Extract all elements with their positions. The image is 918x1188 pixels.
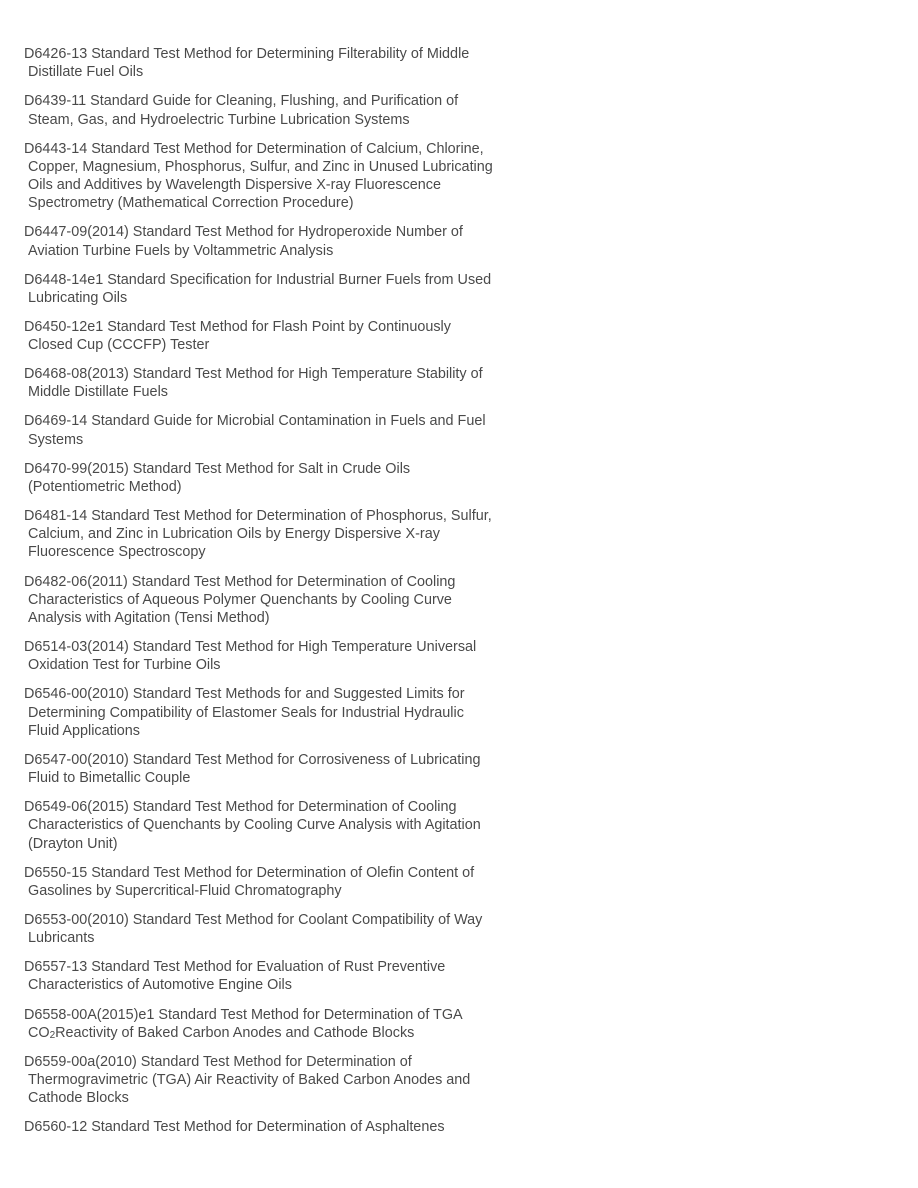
list-item — [24, 140, 514, 213]
entry-line: (Drayton Unit) — [28, 835, 118, 852]
co2-formula: CO — [28, 1024, 50, 1041]
entry-line: D6481-14 Standard Test Method for Determination of Phosphorus, Sulfur, — [24, 508, 492, 525]
entry-line: D6553-00(2010) Standard Test Method for Coolant Compatibility of Way — [24, 911, 483, 928]
entry-line: Closed Cup (CCCFP) Tester — [28, 337, 210, 354]
entry-line: D6559-00a(2010) Standard Test Method for Determination of — [24, 1053, 412, 1070]
entry-line: Characteristics of Quenchants by Cooling Curve Analysis with Agitation — [28, 817, 481, 834]
entry-line: D6557-13 Standard Test Method for Evaluation of Rust Preventive — [24, 959, 446, 976]
entry-line: Fluid to Bimetallic Couple — [28, 770, 191, 787]
entry-line: Fluid Applications — [28, 722, 140, 739]
entry-line: D6448-14e1 Standard Specification for Industrial Burner Fuels from Used — [24, 271, 492, 288]
entry-line: D6547-00(2010) Standard Test Method for Corrosiveness of Lubricating — [24, 751, 481, 768]
entry-line: D6439-11 Standard Guide for Cleaning, Flushing, and Purification of — [24, 93, 459, 110]
standards-list — [24, 45, 514, 1147]
entry-line: D6468-08(2013) Standard Test Method for High Temperature Stability of — [24, 366, 483, 383]
list-item — [24, 507, 514, 562]
list-item — [24, 864, 514, 900]
entry-line: Oxidation Test for Turbine Oils — [28, 657, 221, 674]
entry-line: D6470-99(2015) Standard Test Method for Salt in Crude Oils — [24, 460, 411, 477]
entry-line: D6443-14 Standard Test Method for Determination of Calcium, Chlorine, — [24, 140, 484, 157]
list-item — [24, 92, 514, 128]
entry-line: Lubricating Oils — [28, 289, 128, 306]
list-item — [24, 798, 514, 853]
list-item — [24, 751, 514, 787]
list-item — [24, 271, 514, 307]
entry-line: Gasolines by Supercritical-Fluid Chromatography — [28, 882, 342, 899]
list-item — [24, 638, 514, 674]
entry-line: (Potentiometric Method) — [28, 478, 182, 495]
list-item — [24, 318, 514, 354]
entry-line: D6549-06(2015) Standard Test Method for Determination of Cooling — [24, 799, 457, 816]
entry-line: Aviation Turbine Fuels by Voltammetric Analysis — [28, 242, 334, 259]
entry-line: Calcium, and Zinc in Lubrication Oils by Energy Dispersive X-ray — [28, 526, 440, 543]
entry-line: Characteristics of Automotive Engine Oils — [28, 977, 292, 994]
entry-line: D6546-00(2010) Standard Test Methods for and Suggested Limits for — [24, 686, 465, 703]
list-item — [24, 911, 514, 947]
entry-line: D6469-14 Standard Guide for Microbial Contamination in Fuels and Fuel — [24, 413, 486, 430]
entry-line: D6482-06(2011) Standard Test Method for Determination of Cooling — [24, 573, 456, 590]
entry-line: Middle Distillate Fuels — [28, 384, 168, 401]
entry-line: Lubricants — [28, 930, 95, 947]
entry-line: D6447-09(2014) Standard Test Method for Hydroperoxide Number of — [24, 224, 463, 241]
entry-line: D6514-03(2014) Standard Test Method for High Temperature Universal — [24, 639, 477, 656]
co2-subscript: 2 — [49, 1029, 56, 1041]
entry-line: D6550-15 Standard Test Method for Determination of Olefin Content of — [24, 864, 475, 881]
list-item — [24, 365, 514, 401]
entry-line: Determining Compatibility of Elastomer Seals for Industrial Hydraulic — [28, 704, 464, 721]
entry-line: D6560-12 Standard Test Method for Determination of Asphaltenes — [24, 1119, 445, 1136]
entry-line: Distillate Fuel Oils — [28, 64, 144, 81]
entry-line: Fluorescence Spectroscopy — [28, 544, 206, 561]
entry-line: Copper, Magnesium, Phosphorus, Sulfur, and Zinc in Unused Lubricating — [28, 158, 493, 175]
entry-line: Systems — [28, 431, 84, 448]
entry-line: Steam, Gas, and Hydroelectric Turbine Lubrication Systems — [28, 111, 410, 128]
list-item — [24, 223, 514, 259]
list-item — [24, 1118, 514, 1136]
entry-line: Thermogravimetric (TGA) Air Reactivity of Baked Carbon Anodes and — [28, 1072, 471, 1089]
list-item — [24, 685, 514, 740]
list-item — [24, 958, 514, 994]
entry-line-co2 — [24, 1024, 514, 1042]
entry-line: Characteristics of Aqueous Polymer Quenchants by Cooling Curve — [28, 591, 452, 608]
entry-line: Spectrometry (Mathematical Correction Procedure) — [28, 195, 354, 212]
list-item — [24, 1053, 514, 1108]
entry-line: Oils and Additives by Wavelength Dispersive X-ray Fluorescence — [28, 177, 441, 193]
entry-line: Analysis with Agitation (Tensi Method) — [28, 609, 270, 626]
list-item — [24, 45, 514, 81]
list-item — [24, 460, 514, 496]
entry-line: D6450-12e1 Standard Test Method for Flash Point by Continuously — [24, 318, 451, 335]
list-item — [24, 412, 514, 448]
list-item — [24, 1006, 514, 1042]
list-item — [24, 573, 514, 628]
entry-line: D6426-13 Standard Test Method for Determining Filterability of Middle — [24, 46, 470, 62]
entry-line: D6558-00A(2015)e1 Standard Test Method for Determination of TGA — [24, 1006, 463, 1023]
entry-line: Cathode Blocks — [28, 1090, 129, 1107]
entry-line-rest: Reactivity of Baked Carbon Anodes and Cathode Blocks — [55, 1024, 415, 1041]
